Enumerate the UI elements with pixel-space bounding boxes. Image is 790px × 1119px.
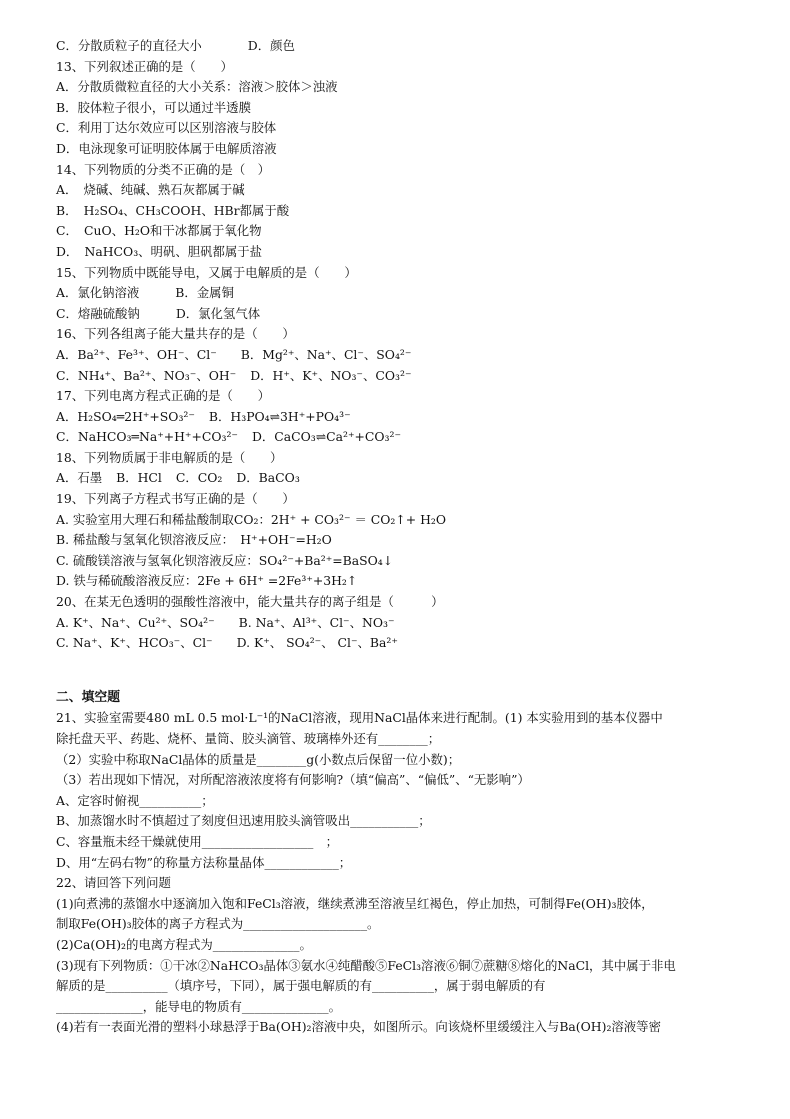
option-line: D. 铁与稀硫酸溶液反应：2Fe + 6H⁺ =2Fe³⁺+3H₂↑ <box>56 573 358 589</box>
text-line: 除托盘天平、药匙、烧杯、量筒、胶头滴管、玻璃棒外还有________； <box>56 731 441 746</box>
question-17: 17、下列电离方程式正确的是（ ） <box>56 388 271 404</box>
option-line: A．Ba²⁺、Fe³⁺、OH⁻、Cl⁻ B．Mg²⁺、Na⁺、Cl⁻、SO₄²⁻ <box>56 346 412 362</box>
option-line: A．H₂SO₄═2H⁺+SO₃²⁻ B．H₃PO₄⇌3H⁺+PO₄³⁻ <box>56 408 351 424</box>
text-line: 制取Fe(OH)₃胶体的离子方程式为____________________。 <box>56 916 380 932</box>
question-16: 16、下列各组离子能大量共存的是（ ） <box>56 326 295 342</box>
question-14: 14、下列物质的分类不正确的是（ ） <box>56 161 271 177</box>
option-line: C．NaHCO₃═Na⁺+H⁺+CO₃²⁻ D．CaCO₃⇌Ca²⁺+CO₃²⁻ <box>56 429 402 445</box>
text-line: 解质的是__________（填序号，下同），属于强电解质的有__________，属于弱电解质的有 <box>56 978 546 994</box>
option-line: B． H₂SO₄、CH₃COOH、HBr都属于酸 <box>56 202 290 218</box>
option-line: C. Na⁺、K⁺、HCO₃⁻、Cl⁻ D. K⁺、 SO₄²⁻、 Cl⁻、Ba²⁺ <box>56 635 398 651</box>
option-line: D． NaHCO₃、明矾、胆矾都属于盐 <box>56 243 263 259</box>
text-line: ______________，能导电的物质有______________。 <box>56 998 341 1014</box>
text-line: (2)Ca(OH)₂的电离方程式为______________。 <box>56 936 312 952</box>
text-line: (1)向煮沸的蒸馏水中逐滴加入饱和FeCl₃溶液，继续煮沸至溶液呈红褐色，停止加热，可制得Fe(OH)₃胶体， <box>56 895 654 911</box>
text-line: (3)现有下列物质：①干冰②NaHCO₃晶体③氨水④纯醋酸⑤FeCl₃溶液⑥铜⑦蔗糖⑧熔化的NaCl，其中属于非电 <box>56 957 676 973</box>
option-line: C．熔融硫酸钠 D．氯化氢气体 <box>56 305 261 321</box>
fill-questions <box>56 708 746 1038</box>
text-line: （2）实验中称取NaCl晶体的质量是________g(小数点后保留一位小数)； <box>56 751 461 767</box>
option-line: C．利用丁达尔效应可以区别溶液与胶体 <box>56 120 277 136</box>
text-line: （3）若出现如下情况，对所配溶液浓度将有何影响?（填“偏高”、“偏低”、“无影响”） <box>56 772 530 788</box>
question-19: 19、下列离子方程式书写正确的是（ ） <box>56 491 295 507</box>
text-line: (4)若有一表面光滑的塑料小球悬浮于Ba(OH)₂溶液中央，如图所示。向该烧杯里缓缓注入与Ba(OH)₂溶液等密 <box>56 1019 661 1035</box>
exam-page <box>56 36 746 1038</box>
option-line: A. 实验室用大理石和稀盐酸制取CO₂：2H⁺ + CO₃²⁻ ＝ CO₂↑+ H₂O <box>56 511 447 527</box>
option-line: A． 烧碱、纯碱、熟石灰都属于碱 <box>56 182 245 198</box>
choice-questions <box>56 36 746 654</box>
question-15: 15、下列物质中既能导电，又属于电解质的是（ ） <box>56 264 357 280</box>
section-title: 二、填空题 <box>56 689 120 705</box>
text-line: C、容量瓶未经干燥就使用__________________ ； <box>56 833 339 849</box>
option-line: A．氯化钠溶液 B．金属铜 <box>56 285 234 301</box>
text-line: D、用“左码右物”的称量方法称量晶体____________； <box>56 854 352 870</box>
option-line: C．分散质粒子的直径大小 D．颜色 <box>56 38 295 53</box>
question-21: 21、实验室需要480 mL 0.5 mol·L⁻¹的NaCl溶液，现用NaCl晶体来进行配制。(1) 本实验用到的基本仪器中 <box>56 710 663 726</box>
option-line: A. K⁺、Na⁺、Cu²⁺、SO₄²⁻ B. Na⁺、Al³⁺、Cl⁻、NO₃⁻ <box>56 614 395 630</box>
question-22: 22、请回答下列问题 <box>56 875 171 891</box>
text-line: B、加蒸馏水时不慎超过了刻度但迅速用胶头滴管吸出___________； <box>56 813 431 829</box>
option-line: C．NH₄⁺、Ba²⁺、NO₃⁻、OH⁻ D．H⁺、K⁺、NO₃⁻、CO₃²⁻ <box>56 367 412 383</box>
option-line: B. 稀盐酸与氢氧化钡溶液反应： H⁺+OH⁻=H₂O <box>56 532 332 548</box>
question-13: 13、下列叙述正确的是（ ） <box>56 58 233 74</box>
question-18: 18、下列物质属于非电解质的是（ ） <box>56 449 283 465</box>
text-line: A、定容时俯视__________； <box>56 792 214 808</box>
option-line: B．胶体粒子很小，可以通过半透膜 <box>56 99 251 115</box>
question-20: 20、在某无色透明的强酸性溶液中，能大量共存的离子组是（ ） <box>56 594 444 610</box>
option-line: C． CuO、H₂O和干冰都属于氧化物 <box>56 223 262 239</box>
option-line: C. 硫酸镁溶液与氢氧化钡溶液反应：SO₄²⁻+Ba²⁺=BaSO₄↓ <box>56 552 394 568</box>
option-line: A．石墨 B．HCl C．CO₂ D．BaCO₃ <box>56 470 300 486</box>
option-line: D．电泳现象可证明胶体属于电解质溶液 <box>56 140 277 156</box>
option-line: A．分散质微粒直径的大小关系：溶液＞胶体＞浊液 <box>56 79 338 95</box>
